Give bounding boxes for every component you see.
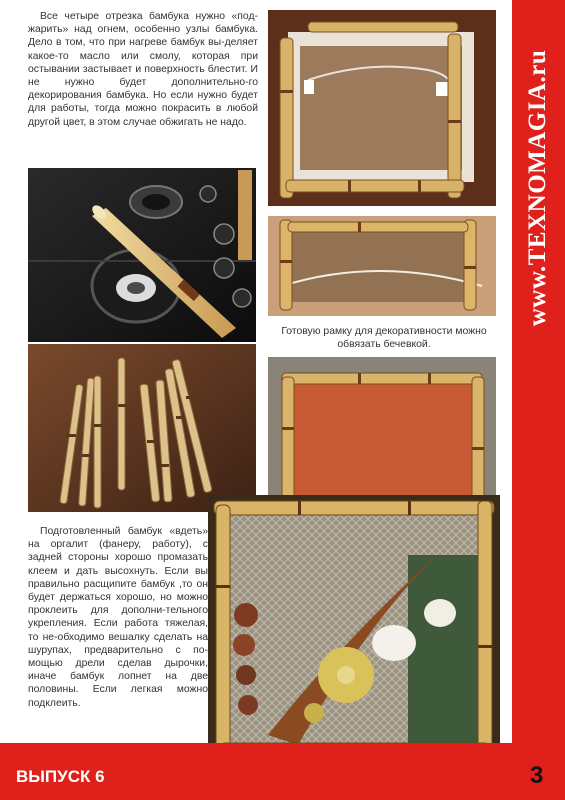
bamboo-sticks-photo bbox=[28, 344, 256, 512]
site-url[interactable]: www.TEXNOMAGIA.ru bbox=[524, 49, 551, 327]
photo-caption: Готовую рамку для декоративности можно обвязать бечевкой. bbox=[281, 326, 487, 351]
body-paragraph: Подготовленный бамбук «вдеть» на оргалит (фанеру, работу), с задней стороны хорошо промазать клеем и дать высохнуть. Если вы правильно расщипите бамбук ,то он будет держаться хорошо, но можно проклеить для дополни-тельного укрепления. Если работа тяжелая, то не-обходимо вешалку сделать на шурупах, предварительно с по-мощью дрели сделав дырочки, иначе бамбук лопнет на две половины. Если легкая можно подклеить. bbox=[28, 526, 208, 709]
frame-back-cardboard-photo bbox=[268, 10, 496, 206]
bamboo-over-gas-stove-photo bbox=[28, 168, 256, 342]
page-number: 3 bbox=[530, 762, 544, 789]
frame-on-orange-board-photo bbox=[268, 357, 496, 503]
issue-label: ВЫПУСК 6 bbox=[16, 767, 105, 786]
finished-decorated-frame-photo bbox=[208, 495, 500, 770]
intro-paragraph: Все четыре отрезка бамбука нужно «под-жарить» над огнем, особенно узлы бамбука. Дело в том, что при нагреве бамбук вы-деляет какое-то масло или смолу, которая при остывании застывает и поверхность блестит. И не нужно будет дополнительно-го декорирования бамбука. Но если нужно будет для работы, тогда можно покрасить в любой другой цвет, в этом случае обжигать не надо. bbox=[28, 11, 258, 128]
frame-with-twine-photo bbox=[268, 216, 496, 316]
